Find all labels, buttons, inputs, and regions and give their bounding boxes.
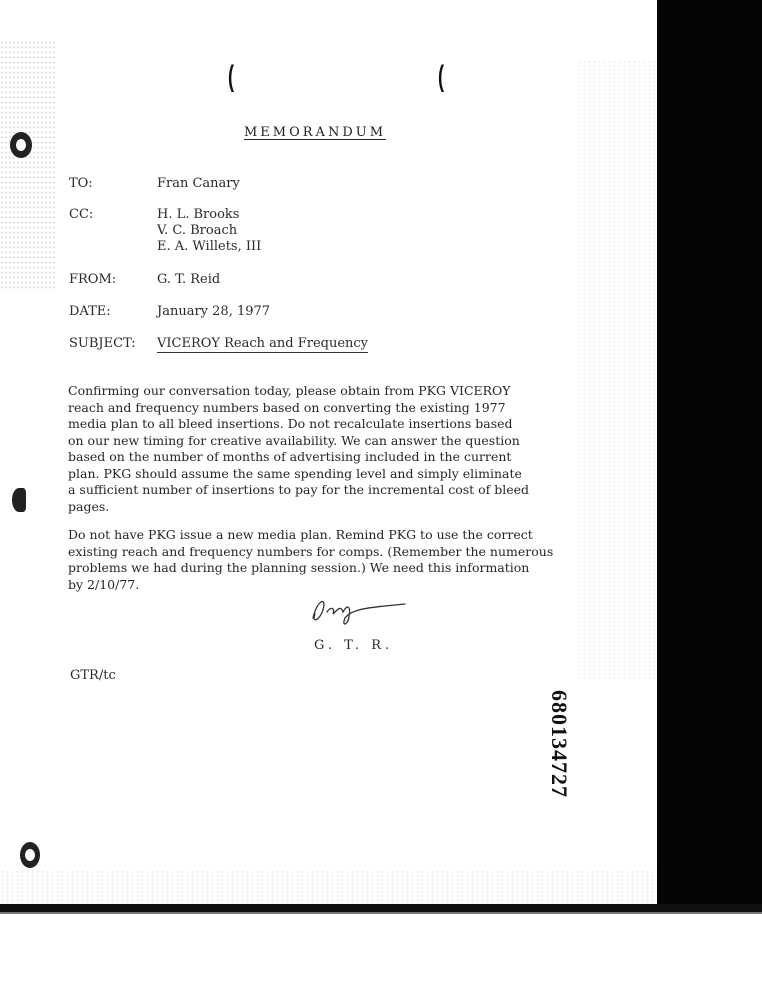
cc-value: E. A. Willets, III [157,239,262,254]
body-line: problems we had during the planning session.) We need this information [68,560,530,575]
handwritten-signature [305,590,425,630]
body-line: by 2/10/77. [68,576,140,592]
body-line: existing reach and frequency numbers for comps. (Remember the numerous [68,543,554,559]
scan-noise [577,60,657,680]
binder-clip-mark: ( [228,60,234,93]
signer-initials: G. T. R. [314,638,394,653]
from-value: G. T. Reid [157,272,221,287]
scan-border [0,904,762,912]
punch-hole [10,132,32,158]
body-paragraph-1 [68,383,588,515]
punch-hole [20,842,40,868]
to-value: Fran Canary [157,176,240,191]
bates-number: 680134727 [547,690,572,798]
cc-value: H. L. Brooks [157,207,240,222]
typist-reference: GTR/tc [70,668,116,683]
body-line: reach and frequency numbers based on converting the existing 1977 [68,399,506,415]
to-label: TO: [69,176,93,191]
body-line: Do not have PKG issue a new media plan. Remind PKG to use the correct [68,527,533,542]
subject-value: VICEROY Reach and Frequency [157,336,369,351]
cc-value: V. C. Broach [157,223,238,238]
body-line: on our new timing for creative availability. We can answer the question [68,432,520,448]
body-paragraph-2 [68,527,588,593]
scan-noise [0,870,657,904]
subject-label: SUBJECT: [69,336,136,351]
date-label: DATE: [69,304,111,319]
from-label: FROM: [69,272,117,287]
body-line: media plan to all bleed insertions. Do not recalculate insertions based [68,416,513,431]
cc-label: CC: [69,207,94,222]
date-value: January 28, 1977 [157,304,271,319]
memo-title: MEMORANDUM [244,125,387,140]
body-line: Confirming our conversation today, please obtain from PKG VICEROY [68,383,511,398]
scan-border [657,0,762,910]
binder-clip-mark: ( [438,60,444,93]
body-line: plan. PKG should assume the same spending level and simply eliminate [68,465,522,481]
punch-hole [12,488,26,512]
body-line: based on the number of months of advertising included in the current [68,449,512,464]
scan-noise [0,40,55,290]
scan-border [0,912,762,914]
body-line: a sufficient number of insertions to pay for the incremental cost of bleed [68,482,530,497]
body-line: pages. [68,498,110,514]
